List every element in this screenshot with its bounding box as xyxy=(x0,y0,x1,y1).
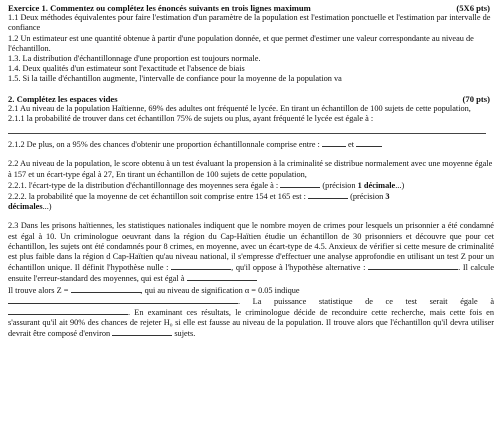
question-2-1-1: 2.1.1 la probabilité de trouver dans cet échantillon 75% de sujets ou plus, ayant fréquenté le lycée est égale à : xyxy=(8,114,374,124)
exercise-1-item: 1.3. La distribution d'échantillonnage d'une proportion est toujours normale. xyxy=(8,54,261,64)
answer-blank-2-2-1[interactable] xyxy=(280,180,320,188)
question-2-3-end-text: sujets. xyxy=(174,329,196,339)
question-2-1-intro: 2.1 Au niveau de la population Haïtienne, 69% des adultes ont fréquenté le lycée. En tirant un échantillon de 100 sujets de cette population, xyxy=(8,103,471,113)
answer-blank-h0[interactable] xyxy=(171,262,231,270)
precision-suffix: ...) xyxy=(395,180,405,190)
exercise-1-points: (5X6 pts) xyxy=(456,3,490,13)
question-2-3-text: 2.3 Dans les prisons haïtiennes, les statistiques nationales indiquent que le nombre moyen de crimes pour lesquels un prisonnier a été condamné est égal à 10. Un criminologue oeuvrant dans la région du Cap-Haïtien étudie un échantillon de 30 prisonniers et découvre que pour cet échantillon, les sujets ont été condamnés pour 8 crimes, en moyenne, avec un écart-type de 4.5. Anxieux de vérifier si cette mesure de criminalité est plus faible dans la région d Cap-Haïtien qu'au niveau national, il s'empresse d'effectuer une analyse approfondie en utilisant un test Z pour un échantillon unique. Il définit l'hypothèse nulle : xyxy=(8,221,494,273)
answer-blank-h1[interactable] xyxy=(368,262,458,270)
answer-blank-power[interactable] xyxy=(8,307,128,315)
precision-suffix: ...) xyxy=(42,202,52,212)
answer-blank-2-1-2-high[interactable] xyxy=(356,139,382,147)
answer-blank-sample-size[interactable] xyxy=(112,328,172,336)
exam-page xyxy=(8,3,494,340)
question-2-1-2 xyxy=(8,139,494,150)
exercise-2-heading xyxy=(8,94,494,104)
precision-unit: décimales xyxy=(8,202,43,212)
exercise-1-title: Exercice 1. Commentez ou complétez les énoncés suivants en trois lignes maximum xyxy=(8,3,311,13)
exercise-2-title: 2. Complétez les espaces vides xyxy=(8,93,118,104)
question-2-2-1-text: 2.2.1. l'écart-type de la distribution d'échantillonnage des moyennes sera égale à : xyxy=(8,180,279,190)
question-2-1-2-text: 2.1.2 De plus, on a 95% des chances d'obtenir une proportion échantillonnale comprise entre : xyxy=(8,140,320,150)
question-2-3-se-text: . Il calcule ensuite l'erreur-standard des moyennes, qui est égal à xyxy=(8,263,495,284)
question-2-2-2-text: 2.2.2. la probabilité que la moyenne de cet échantillon soit comprise entre 154 et 165 est : xyxy=(8,192,306,202)
question-2-2-2 xyxy=(8,191,494,202)
answer-blank-decision[interactable] xyxy=(8,296,238,304)
exercise-1-item: 1.2 Un estimateur est une quantité obtenue à partir d'une population donnée, et que permet d'estimer une valeur correspondante au niveau de l'échantillon. xyxy=(8,33,474,53)
question-2-3-z-line xyxy=(8,285,494,296)
precision-value: 3 xyxy=(385,192,390,202)
question-2-3 xyxy=(8,221,494,284)
answer-line-2-1-1[interactable] xyxy=(8,124,486,134)
question-2-3-alpha-text: , qui au niveau de signification α = 0.05 indique xyxy=(140,285,300,295)
question-2-3-z-text: Il trouve alors Z = xyxy=(8,285,69,295)
exercise-2-points: (70 pts) xyxy=(462,93,490,104)
question-2-3-rest xyxy=(8,296,494,340)
answer-blank-2-2-2[interactable] xyxy=(308,191,348,199)
question-2-3-alt-text: , qu'il oppose à l'hypothèse alternative : xyxy=(231,263,366,273)
exercise-1-item: 1.5. Si la taille d'échantillon augmente, l'intervalle de confiance pour la moyenne de la population va xyxy=(8,74,342,84)
conjunction-et: et xyxy=(348,140,355,150)
precision-value: 1 décimale xyxy=(357,180,396,190)
question-2-3-sample-text: . En examinant ces résultats, le criminologue décide de reconduire cette recherche, mais cette fois en s'assurant qu'il ait 90% des chances de rejeter H₀ si elle est fausse au niveau de la population. Il trouve alors que l'échantillon qu'il devra utiliser devrait être composé d'environ xyxy=(8,308,494,339)
exercise-1-item: 1.1 Deux méthodes équivalentes pour faire l'estimation d'un paramètre de la population est l'estimation ponctuelle et l'estimation par intervalle de confiance xyxy=(8,13,491,33)
answer-blank-z[interactable] xyxy=(71,285,141,293)
answer-blank-2-1-2-low[interactable] xyxy=(322,139,346,147)
question-2-3-power-text: . La puissance statistique de ce test serait égale à xyxy=(238,296,494,306)
question-2-2-intro: 2.2 Au niveau de la population, le score obtenu à un test évaluant la propension à la criminalité se distribue normalement avec une moyenne égale à 157 et un écart-type égal à 27, En tirant un échantillon de 100 sujets de cette population, xyxy=(8,159,493,179)
question-2-2-1 xyxy=(8,180,494,191)
precision-label: (précision xyxy=(322,180,356,190)
question-2-2-2-cont xyxy=(8,202,494,212)
answer-blank-se[interactable] xyxy=(187,273,257,281)
exercise-1-item: 1.4. Deux qualités d'un estimateur sont l'exactitude et l'absence de biais xyxy=(8,64,245,74)
exercise-1-heading xyxy=(8,3,494,13)
precision-label: (précision xyxy=(350,192,384,202)
